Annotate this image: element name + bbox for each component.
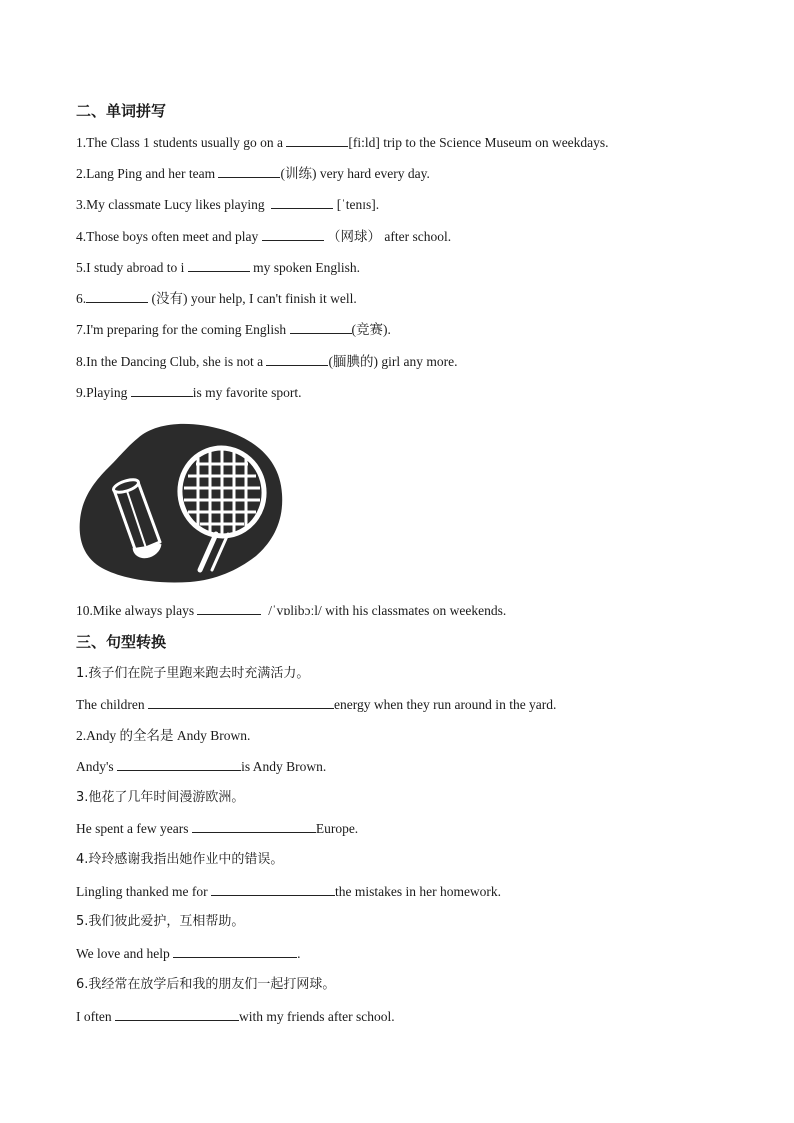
q6-prefix: 6.: [76, 291, 87, 306]
badminton-illustration: [78, 420, 284, 584]
question-8: [76, 353, 457, 371]
question-4: [76, 228, 451, 246]
sentence-2-english: [76, 758, 326, 776]
q5-suffix: my spoken English.: [253, 260, 360, 275]
s1-suffix: energy when they run around in the yard.: [333, 697, 557, 712]
sentence-1-chinese: 1.孩子们在院子里跑来跑去时充满活力。: [76, 666, 310, 681]
q5-prefix: 5.I study abroad to i: [76, 260, 185, 275]
question-2: [76, 165, 430, 183]
q6-blank[interactable]: [86, 290, 148, 303]
q8-suffix: (腼腆的) girl any more.: [328, 354, 458, 369]
question-10: [76, 602, 506, 620]
q2-suffix: (训练) very hard every day.: [280, 166, 430, 181]
q7-prefix: 7.I'm preparing for the coming English: [76, 322, 287, 337]
s4-prefix: Lingling thanked me for: [76, 884, 208, 899]
s1-blank[interactable]: [148, 696, 334, 709]
q2-blank[interactable]: [218, 165, 280, 178]
s2-prefix: Andy's: [76, 759, 114, 774]
q1-blank[interactable]: [286, 134, 348, 147]
question-5: [76, 259, 360, 277]
sentence-5-chinese: 5.我们彼此爱护，互相帮助。: [76, 914, 245, 929]
question-3: [76, 196, 379, 214]
q4-suffix: （网球） after school.: [326, 229, 452, 244]
q10-blank[interactable]: [197, 602, 261, 615]
q9-prefix: 9.Playing: [76, 385, 128, 400]
s5-prefix: We love and help: [76, 946, 170, 961]
q3-blank[interactable]: [271, 196, 333, 209]
q7-blank[interactable]: [290, 321, 352, 334]
section2-heading: 二、单词拼写: [76, 102, 167, 120]
s4-suffix: the mistakes in her homework.: [334, 884, 502, 899]
q3-suffix: [ˈtenɪs].: [336, 197, 380, 212]
sentence-4-chinese: 4.玲玲感谢我指出她作业中的错误。: [76, 852, 284, 867]
question-7: [76, 321, 391, 339]
q4-prefix: 4.Those boys often meet and play: [76, 229, 259, 244]
sentence-4-english: [76, 883, 501, 901]
q6-suffix: (没有) your help, I can't finish it well.: [151, 291, 357, 306]
question-6: [76, 290, 357, 308]
sentence-3-chinese: 3.他花了几年时间漫游欧洲。: [76, 790, 245, 805]
sentence-3-english: [76, 820, 358, 838]
question-1: [76, 134, 609, 152]
q8-blank[interactable]: [266, 353, 328, 366]
s2-suffix: is Andy Brown.: [241, 759, 327, 774]
s3-prefix: He spent a few years: [76, 821, 189, 836]
q9-blank[interactable]: [131, 384, 193, 397]
q1-prefix: 1.The Class 1 students usually go on a: [76, 135, 283, 150]
s6-suffix: with my friends after school.: [238, 1009, 395, 1024]
question-9: [76, 384, 302, 402]
q8-prefix: 8.In the Dancing Club, she is not a: [76, 354, 264, 369]
s1-prefix: The children: [76, 697, 145, 712]
s6-prefix: I often: [76, 1009, 112, 1024]
q2-prefix: 2.Lang Ping and her team: [76, 166, 216, 181]
s3-blank[interactable]: [192, 820, 316, 833]
s6-blank[interactable]: [115, 1008, 239, 1021]
sentence-6-english: [76, 1008, 395, 1026]
s5-blank[interactable]: [173, 945, 297, 958]
sentence-2-chinese: 2.Andy 的全名是 Andy Brown.: [76, 728, 251, 743]
q10-prefix: 10.Mike always plays: [76, 603, 195, 618]
q10-suffix: /ˈvɒlibɔːl/ with his classmates on weekends.: [268, 603, 507, 618]
q5-blank[interactable]: [188, 259, 250, 272]
section3-heading: 三、句型转换: [76, 633, 167, 651]
s2-blank[interactable]: [117, 758, 241, 771]
q4-blank[interactable]: [262, 228, 324, 241]
s5-suffix: .: [297, 946, 301, 961]
sentence-1-english: [76, 696, 556, 714]
q7-suffix: (竞赛).: [351, 322, 391, 337]
q3-prefix: 3.My classmate Lucy likes playing: [76, 197, 265, 212]
sentence-5-english: [76, 945, 301, 963]
q1-suffix: [fi:ld] trip to the Science Museum on weekdays.: [348, 135, 609, 150]
s4-blank[interactable]: [211, 883, 335, 896]
sentence-6-chinese: 6.我经常在放学后和我的朋友们一起打网球。: [76, 977, 336, 992]
q9-suffix: is my favorite sport.: [192, 385, 302, 400]
s3-suffix: Europe.: [315, 821, 359, 836]
